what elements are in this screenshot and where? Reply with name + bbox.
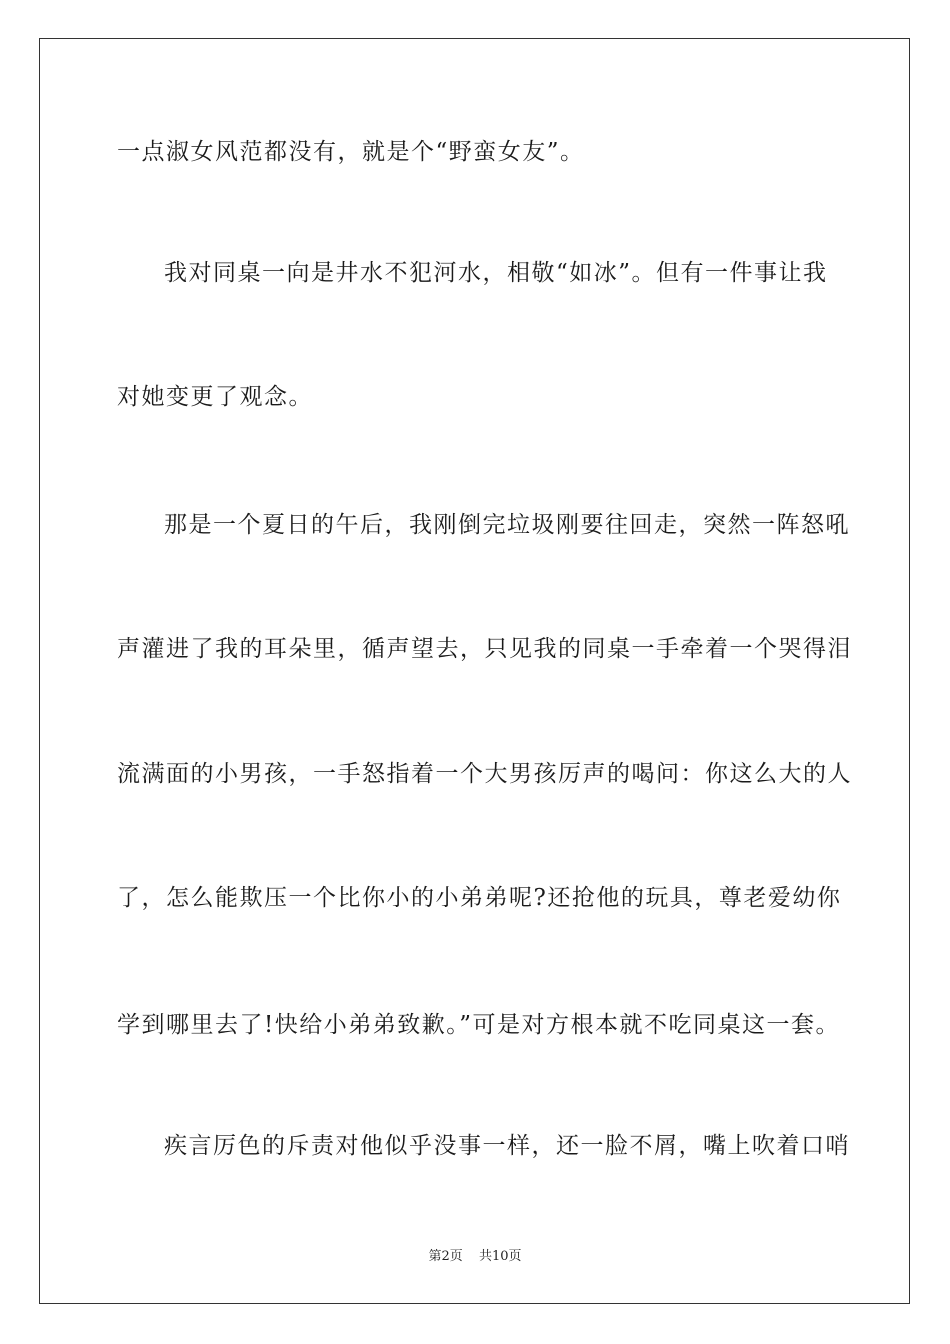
text-line-8: 学到哪里去了!快给小弟弟致歉。”可是对方根本就不吃同桌这一套。 bbox=[117, 1012, 841, 1038]
page-number: 第2页 bbox=[428, 1249, 463, 1264]
text-line-6: 流满面的小男孩，一手怒指着一个大男孩厉声的喝问：你这么大的人 bbox=[117, 761, 852, 787]
page-footer bbox=[0, 1248, 950, 1266]
page-total: 共10页 bbox=[478, 1249, 522, 1264]
page-border bbox=[39, 38, 910, 1304]
text-line-4: 那是一个夏日的午后，我刚倒完垃圾刚要往回走，突然一阵怒吼 bbox=[164, 512, 850, 538]
text-line-9: 疾言厉色的斥责对他似乎没事一样，还一脸不屑，嘴上吹着口哨 bbox=[164, 1133, 850, 1159]
text-line-5: 声灌进了我的耳朵里，循声望去，只见我的同桌一手牵着一个哭得泪 bbox=[117, 636, 852, 662]
text-line-2: 我对同桌一向是井水不犯河水，相敬“如冰”。但有一件事让我 bbox=[164, 260, 828, 286]
text-line-1: 一点淑女风范都没有，就是个“野蛮女友”。 bbox=[117, 139, 585, 165]
text-line-3: 对她变更了观念。 bbox=[117, 384, 313, 410]
text-line-7: 了，怎么能欺压一个比你小的小弟弟呢?还抢他的玩具，尊老爱幼你 bbox=[117, 885, 842, 911]
